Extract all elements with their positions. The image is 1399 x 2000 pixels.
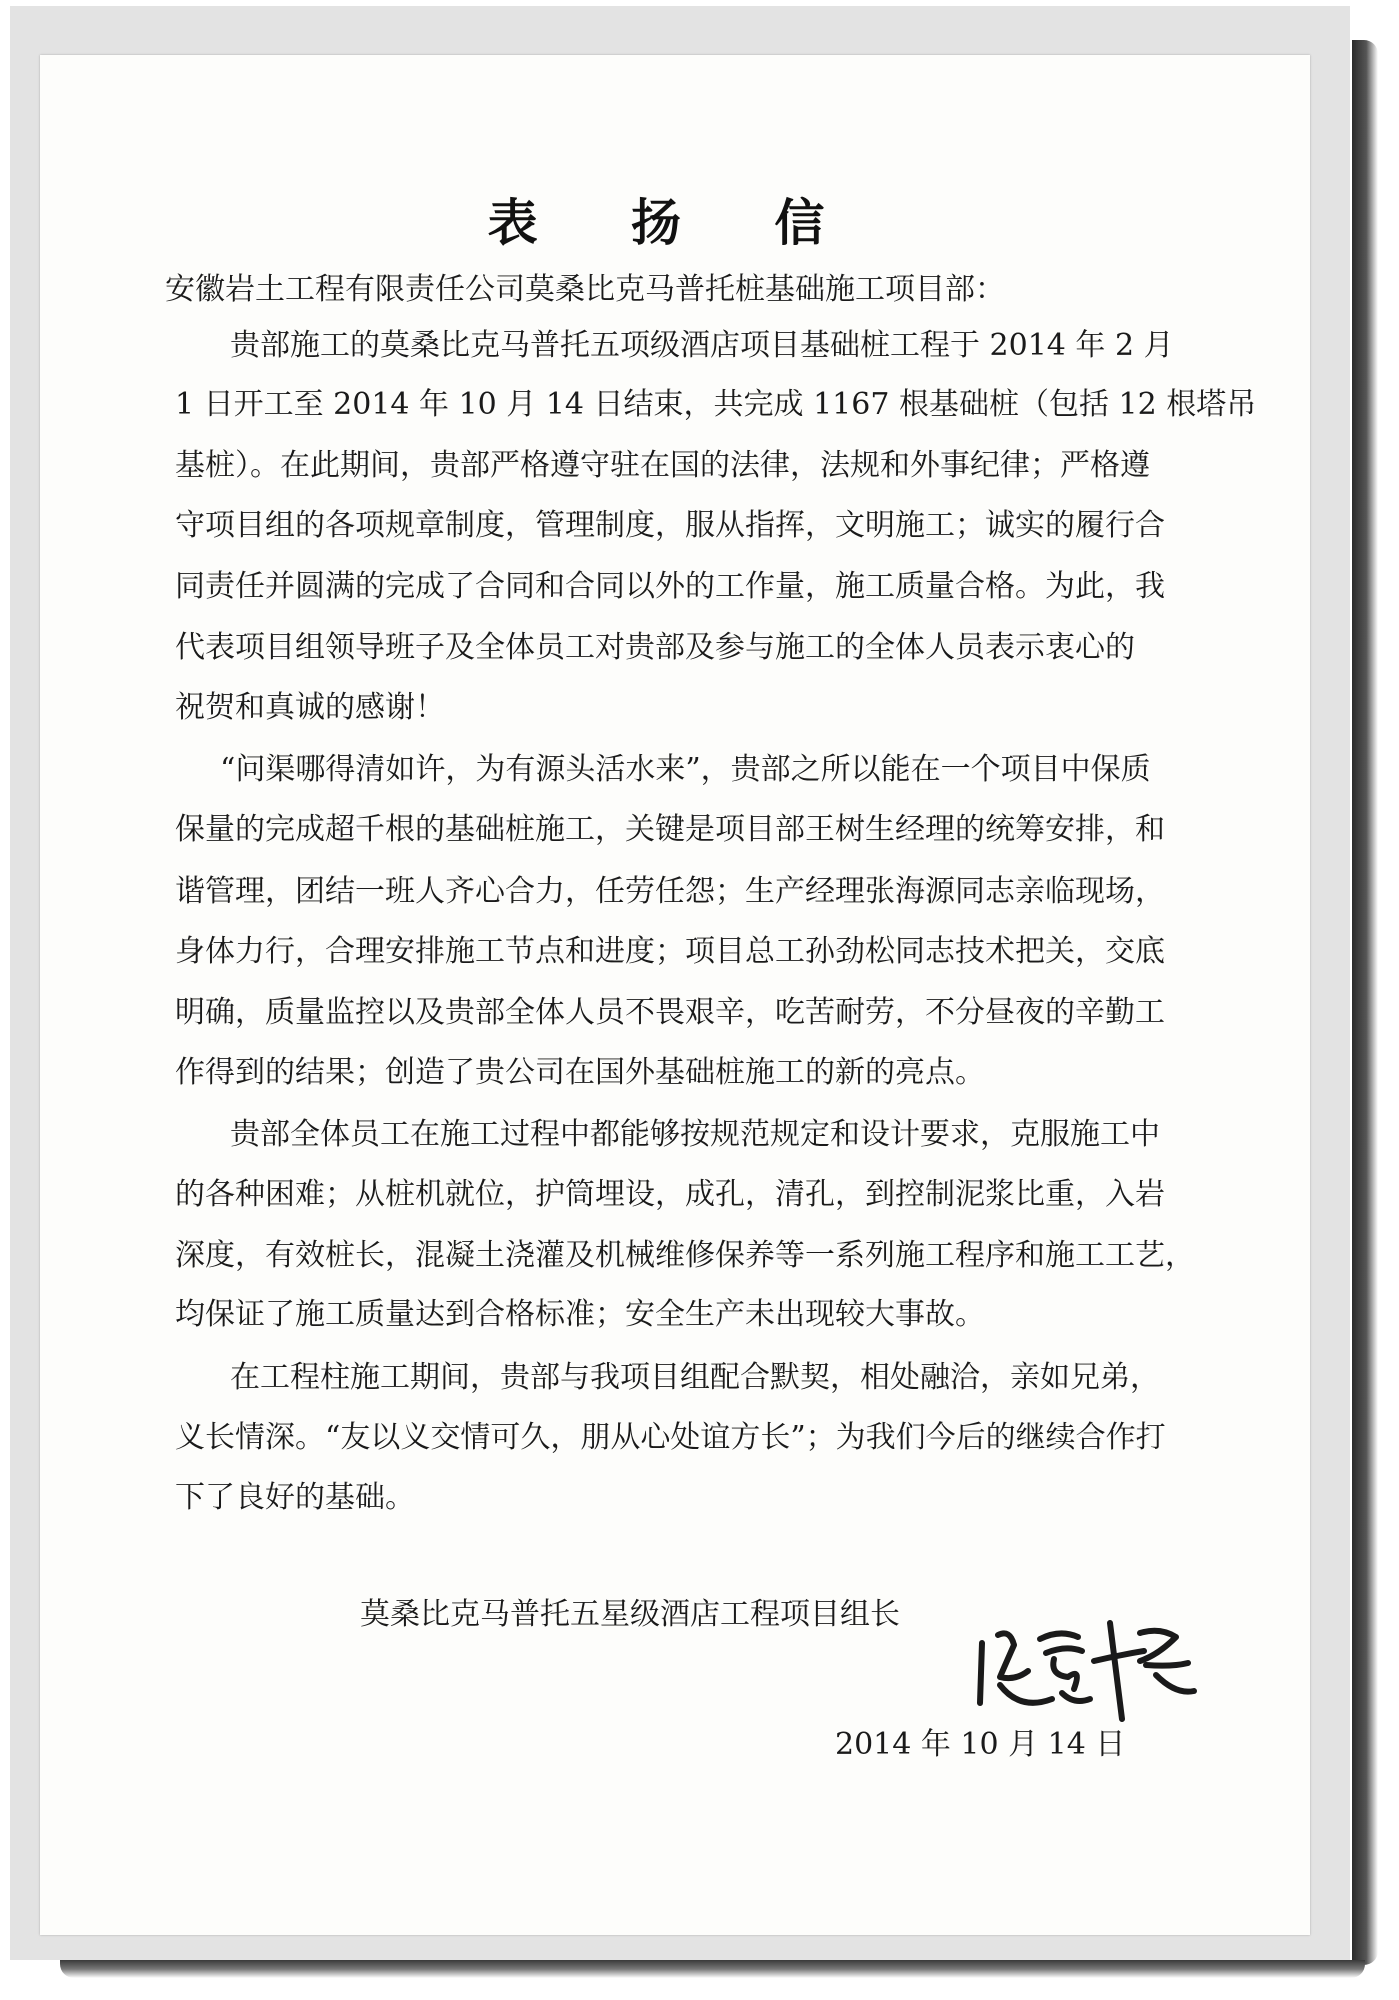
letter-line: 作得到的结果；创造了贵公司在国外基础桩施工的新的亮点。 bbox=[175, 1055, 985, 1090]
letter-line: 明确，质量监控以及贵部全体人员不畏艰辛，吃苦耐劳，不分昼夜的辛勤工 bbox=[175, 995, 1165, 1030]
letter-line: 守项目组的各项规章制度，管理制度，服从指挥，文明施工；诚实的履行合 bbox=[175, 508, 1165, 543]
letter-line: 同责任并圆满的完成了合同和合同以外的工作量，施工质量合格。为此，我 bbox=[175, 569, 1165, 604]
handwritten-signature bbox=[970, 1615, 1200, 1725]
letter-line: 的各种困难；从桩机就位，护筒埋设，成孔，清孔，到控制泥浆比重，入岩 bbox=[175, 1177, 1165, 1212]
letter-line: 基桩）。在此期间，贵部严格遵守驻在国的法律，法规和外事纪律；严格遵 bbox=[175, 448, 1150, 483]
letter-sheet bbox=[40, 55, 1310, 1935]
letter-line: 贵部施工的莫桑比克马普托五项级酒店项目基础桩工程于 2014 年 2 月 bbox=[230, 328, 1174, 363]
letter-line: 均保证了施工质量达到合格标准；安全生产未出现较大事故。 bbox=[175, 1297, 985, 1332]
page-shadow-bottom bbox=[60, 1960, 1365, 1978]
letter-line: 代表项目组领导班子及全体员工对贵部及参与施工的全体人员表示衷心的 bbox=[175, 630, 1135, 665]
letter-sign-off: 莫桑比克马普托五星级酒店工程项目组长 bbox=[360, 1597, 900, 1632]
letter-line: 保量的完成超千根的基础桩施工，关键是项目部王树生经理的统筹安排，和 bbox=[175, 812, 1165, 847]
page-shadow-right bbox=[1352, 40, 1378, 1965]
letter-line: 谐管理，团结一班人齐心合力，任劳任怨；生产经理张海源同志亲临现场， bbox=[175, 874, 1165, 909]
letter-line: 身体力行，合理安排施工节点和进度；项目总工孙劲松同志技术把关，交底 bbox=[175, 934, 1165, 969]
letter-line: 深度，有效桩长，混凝土浇灌及机械维修保养等一系列施工程序和施工工艺， bbox=[175, 1238, 1195, 1273]
letter-line: 贵部全体员工在施工过程中都能够按规范规定和设计要求，克服施工中 bbox=[230, 1117, 1160, 1152]
letter-line: 1 日开工至 2014 年 10 月 14 日结束，共完成 1167 根基础桩（包括 12 根塔吊 bbox=[175, 387, 1257, 422]
letter-title: 表 扬 信 bbox=[487, 194, 863, 252]
letter-line: 下了良好的基础。 bbox=[175, 1480, 415, 1515]
letter-line: “问渠哪得清如许，为有源头活水来”，贵部之所以能在一个项目中保质 bbox=[220, 752, 1151, 787]
letter-line: 在工程柱施工期间，贵部与我项目组配合默契，相处融洽，亲如兄弟， bbox=[230, 1360, 1160, 1395]
letter-addressee: 安徽岩土工程有限责任公司莫桑比克马普托桩基础施工项目部： bbox=[165, 272, 1005, 307]
letter-line: 义长情深。“友以义交情可久，朋从心处谊方长”；为我们今后的继续合作打 bbox=[175, 1420, 1166, 1455]
letter-date: 2014 年 10 月 14 日 bbox=[835, 1727, 1126, 1762]
letter-line: 祝贺和真诚的感谢！ bbox=[175, 690, 445, 725]
